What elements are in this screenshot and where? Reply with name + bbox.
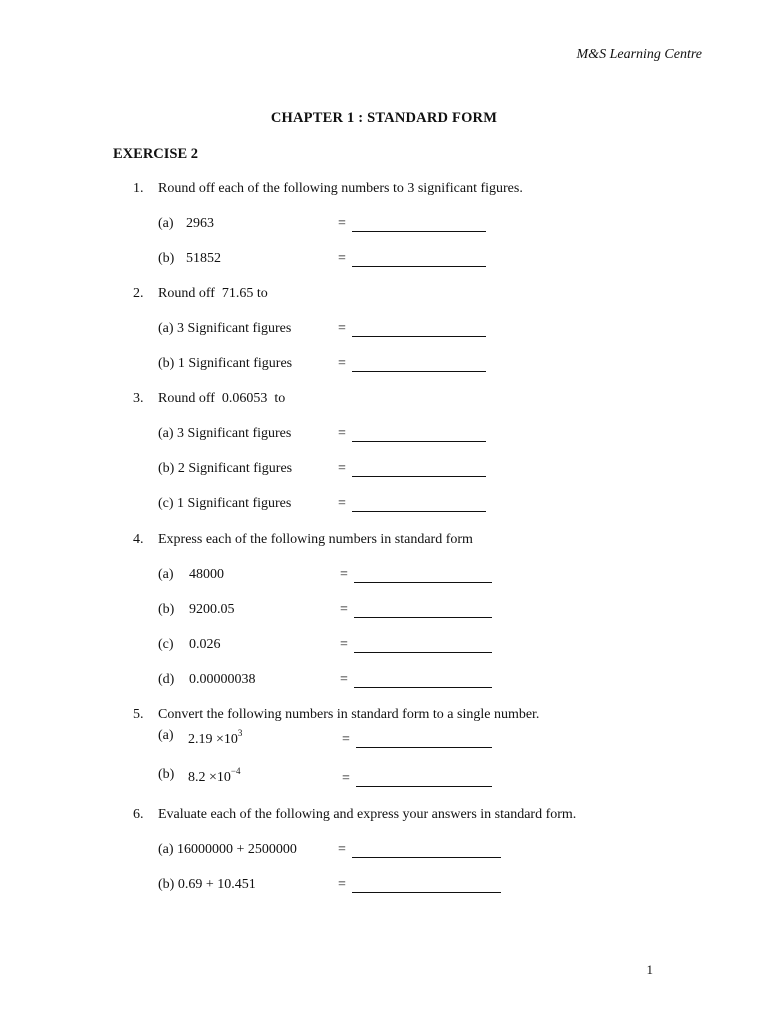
equals-sign: =: [338, 461, 346, 476]
question-number: 4.: [133, 532, 144, 547]
answer-blank[interactable]: [354, 582, 492, 583]
question-number: 2.: [133, 286, 144, 301]
mantissa: 8.2 ×10: [188, 770, 231, 785]
answer-blank[interactable]: [352, 371, 486, 372]
answer-blank[interactable]: [352, 476, 486, 477]
question-text: Round off 0.06053 to: [158, 391, 286, 406]
part-value: 51852: [186, 251, 221, 266]
equals-sign: =: [338, 321, 346, 336]
part-value: 48000: [189, 567, 224, 582]
question-number: 1.: [133, 181, 144, 196]
equals-sign: =: [338, 842, 346, 857]
equals-sign: =: [338, 426, 346, 441]
part-value: 0.00000038: [189, 672, 256, 687]
part-label: (a) 3 Significant figures: [158, 321, 292, 336]
exercise-title: EXERCISE 2: [113, 146, 199, 162]
equals-sign: =: [338, 251, 346, 266]
exponent: 3: [237, 728, 243, 739]
part-label: (c): [158, 637, 174, 652]
answer-blank[interactable]: [352, 441, 486, 442]
standard-form-expression: [188, 728, 243, 747]
question-text: Express each of the following numbers in standard form: [158, 532, 473, 547]
question-text: Evaluate each of the following and express your answers in standard form.: [158, 807, 577, 822]
answer-blank[interactable]: [352, 336, 486, 337]
mantissa: 2.19 ×10: [188, 732, 238, 747]
part-value: 0.026: [189, 637, 221, 652]
part-label: (a): [158, 728, 174, 743]
part-label: (a): [158, 216, 174, 231]
equals-sign: =: [340, 672, 348, 687]
exponent: −4: [230, 766, 241, 777]
question-text: Round off 71.65 to: [158, 286, 268, 301]
equals-sign: =: [338, 216, 346, 231]
part-label: (a) 3 Significant figures: [158, 426, 292, 441]
part-label: (a) 16000000 + 2500000: [158, 842, 297, 857]
answer-blank[interactable]: [356, 786, 492, 787]
equals-sign: =: [340, 602, 348, 617]
part-label: (b) 2 Significant figures: [158, 461, 293, 476]
answer-blank[interactable]: [354, 617, 492, 618]
equals-sign: =: [342, 771, 350, 786]
answer-blank[interactable]: [352, 231, 486, 232]
part-label: (b): [158, 251, 175, 266]
answer-blank[interactable]: [352, 266, 486, 267]
equals-sign: =: [342, 732, 350, 747]
part-label: (a): [158, 567, 174, 582]
question-number: 6.: [133, 807, 144, 822]
page-number: 1: [646, 962, 653, 977]
part-label: (b) 1 Significant figures: [158, 356, 293, 371]
equals-sign: =: [338, 356, 346, 371]
equals-sign: =: [338, 877, 346, 892]
answer-blank[interactable]: [352, 892, 501, 893]
part-label: (b) 0.69 + 10.451: [158, 877, 256, 892]
part-label: (d): [158, 672, 175, 687]
part-value: 9200.05: [189, 602, 235, 617]
standard-form-expression: [188, 766, 241, 785]
part-label: (b): [158, 602, 175, 617]
equals-sign: =: [338, 496, 346, 511]
question-number: 3.: [133, 391, 144, 406]
part-label: (b): [158, 767, 175, 782]
answer-blank[interactable]: [352, 511, 486, 512]
centre-name-header: M&S Learning Centre: [576, 47, 702, 62]
equals-sign: =: [340, 567, 348, 582]
question-text: Round off each of the following numbers to 3 significant figures.: [158, 181, 523, 196]
answer-blank[interactable]: [352, 857, 501, 858]
equals-sign: =: [340, 637, 348, 652]
part-label: (c) 1 Significant figures: [158, 496, 292, 511]
question-text: Convert the following numbers in standard form to a single number.: [158, 707, 540, 722]
answer-blank[interactable]: [354, 652, 492, 653]
chapter-title: CHAPTER 1 : STANDARD FORM: [270, 110, 498, 126]
answer-blank[interactable]: [356, 747, 492, 748]
part-value: 2963: [186, 216, 214, 231]
question-number: 5.: [133, 707, 144, 722]
answer-blank[interactable]: [354, 687, 492, 688]
